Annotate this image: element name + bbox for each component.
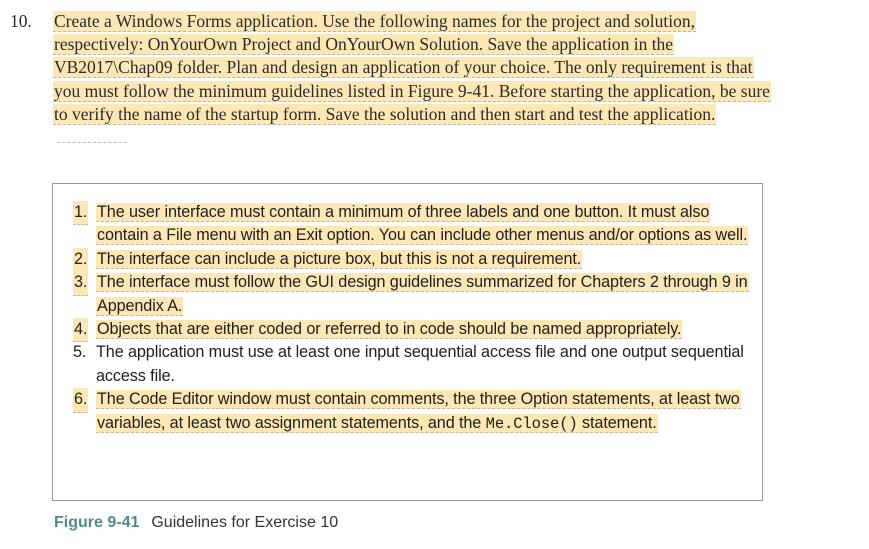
guideline-text: The Code Editor window must contain comments, the three Option statements, at least two variables, at least two assignment statements, and the [97, 390, 740, 432]
guideline-item-3 [69, 271, 759, 318]
guideline-text: Objects that are either coded or referred to in code should be named appropriately. [97, 320, 682, 339]
guideline-number: 6. [73, 388, 88, 412]
figure-caption-text: Guidelines for Exercise 10 [151, 514, 339, 531]
guideline-number: 3. [73, 271, 88, 295]
guideline-text: The interface must follow the GUI design guidelines summarized for Chapters 2 through 9 in Appendix A. [97, 273, 748, 315]
figure-caption [54, 514, 338, 532]
guideline-text: The interface can include a picture box, but this is not a requirement. [97, 249, 582, 268]
guideline-text-end: statement. [577, 413, 657, 432]
code-snippet: Me.Close() [485, 414, 578, 433]
guideline-item-2 [69, 248, 759, 271]
figure-label: Figure 9-41 [54, 514, 140, 531]
guideline-text: The user interface must contain a minimum of three labels and one button. It must also contain a File menu with an Exit option. You can include other menus and/or options as well. [97, 203, 748, 245]
guideline-text: The application must use at least one input sequential access file and one output sequential access file. [96, 343, 744, 385]
exercise-paragraph [53, 10, 773, 149]
guideline-item-1 [69, 201, 759, 248]
exercise-text: Create a Windows Forms application. Use the following names for the project and solution, respectively: OnYourOwn Project and OnYourOwn Solution. Save the application in the VB2017\Chap09 folder. Plan and design an application of your choice. The only requirement is that you must follow the minimum guidelines listed in Figure 9-41. Before starting the application, be sure to verify the name of the startup form. Save the solution and then start and test the application. [54, 11, 770, 124]
guideline-number: 2. [73, 248, 88, 272]
guidelines-list [69, 201, 759, 436]
guideline-item-5 [69, 341, 759, 388]
exercise-number: 10. [10, 11, 32, 31]
dashed-underline-tail [57, 142, 127, 143]
guideline-item-4 [69, 318, 759, 341]
guideline-number: 1. [73, 201, 88, 225]
guideline-text-with-code [96, 390, 741, 432]
guideline-number: 4. [73, 318, 88, 342]
guideline-number: 5. [73, 343, 87, 362]
guideline-item-6 [69, 388, 759, 436]
